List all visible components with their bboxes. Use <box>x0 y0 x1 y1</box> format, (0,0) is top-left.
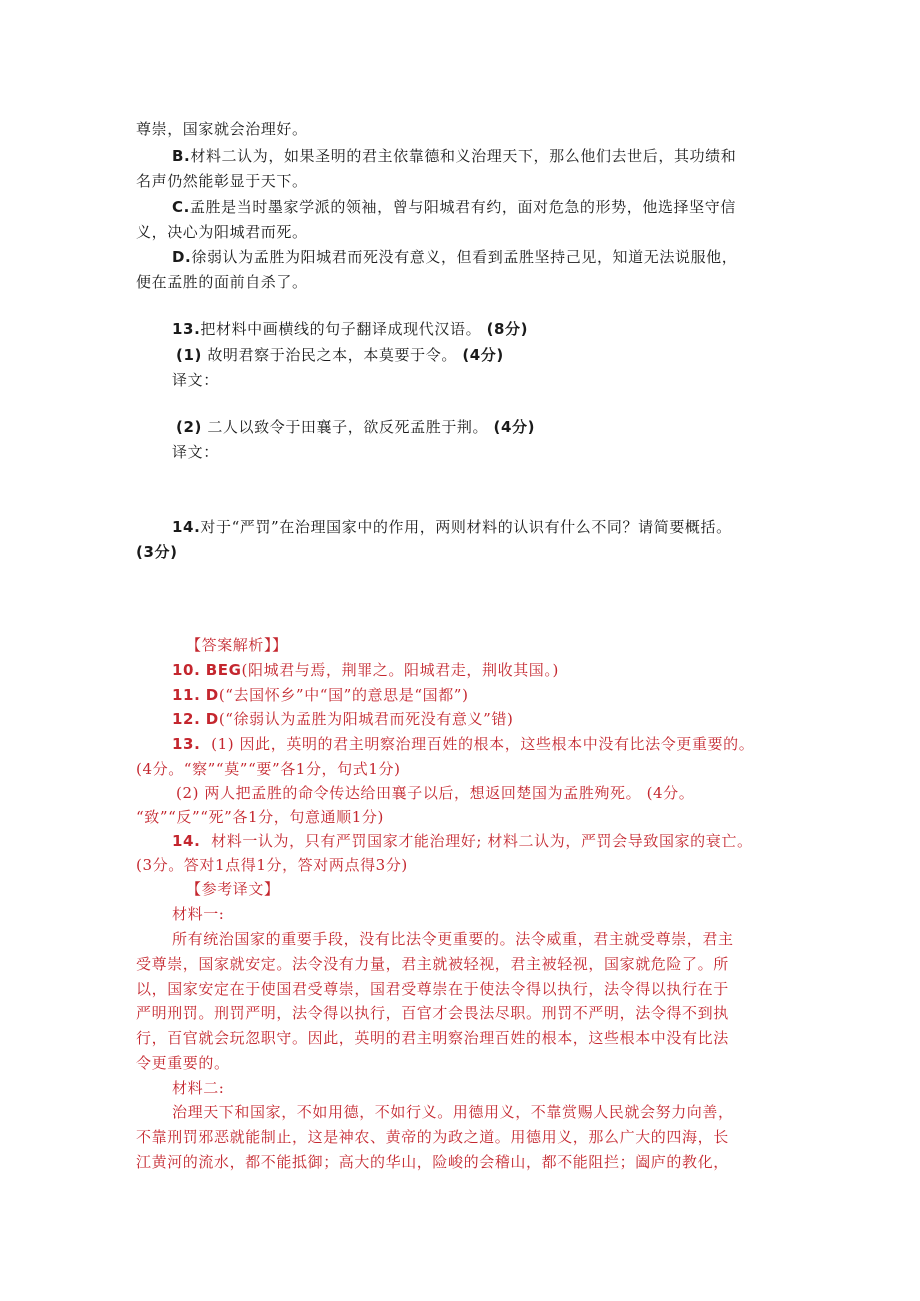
answer-10: 10. BEG(阳城君与焉，荆罪之。阳城君走，荆收其国。) <box>172 661 559 679</box>
answer-13-line4: “致”“反”“死”各1分，句意通顺1分) <box>136 808 384 826</box>
option-d-line2: 便在孟胜的面前自杀了。 <box>136 273 308 291</box>
q14-points: (3分) <box>136 543 178 561</box>
answer-11: 11. D(“去国怀乡”中“国”的意思是“国都”) <box>172 686 469 704</box>
answer-13-line1: 13. (1) 因此，英明的君主明察治理百姓的根本，这些根本中没有比法令更重要的。 <box>172 735 755 753</box>
material2-line: 治理天下和国家，不如用德，不如行义。用德用义，不靠赏赐人民就会努力向善， <box>172 1103 734 1121</box>
material1-line: 受尊崇，国家就安定。法令没有力量，君主就被轻视，君主被轻视，国家就危险了。所 <box>136 955 729 973</box>
option-b-text: 材料二认为，如果圣明的君主依靠德和义治理天下，那么他们去世后，其功绩和 <box>190 147 737 165</box>
material1-line: 行，百官就会玩忽职守。因此，英明的君主明察治理百姓的根本，这些根本中没有比法 <box>136 1029 729 1047</box>
answer-13-line2: (4分。“察”“莫”“要”各1分，句式1分) <box>136 760 401 778</box>
option-b-line2: 名声仍然能彰显于天下。 <box>136 172 308 190</box>
material2-label: 材料二: <box>172 1079 225 1097</box>
option-c-label: C. <box>172 198 190 216</box>
material1-line: 所有统治国家的重要手段，没有比法令更重要的。法令威重，君主就受尊崇，君主 <box>172 930 734 948</box>
option-d-line1 <box>172 246 832 268</box>
q13-points: (8分) <box>486 320 529 338</box>
q14-prompt: 14.对于“严罚”在治理国家中的作用，两则材料的认识有什么不同？请简要概括。 <box>172 518 732 536</box>
q13-sub1: (1) 故明君察于治民之本，本莫要于令。 (4分) <box>176 346 504 364</box>
answer-12: 12. D(“徐弱认为孟胜为阳城君而死没有意义”错) <box>172 710 514 728</box>
answer-heading: 【答案解析】】 <box>186 636 288 654</box>
q13-sub2: (2) 二人以致令于田襄子，欲反死孟胜于荆。 (4分) <box>176 418 536 436</box>
answer-14-line2: (3分。答对1点得1分，答对两点得3分) <box>136 856 408 874</box>
option-b-label: B. <box>172 147 191 165</box>
option-c-line2: 义，决心为阳城君而死。 <box>136 223 308 241</box>
answer-14-line1: 14. 材料一认为，只有严罚国家才能治理好; 材料二认为，严罚会导致国家的衰亡。 <box>172 832 753 850</box>
q13-prompt: 13.把材料中画横线的句子翻译成现代汉语。 (8分) <box>172 320 529 338</box>
material1-line: 令更重要的。 <box>136 1054 230 1072</box>
material1-label: 材料一: <box>172 905 225 923</box>
answer-13-line3: (2) 两人把孟胜的命令传达给田襄子以后，想返回楚国为孟胜殉死。 (4分。 <box>176 784 695 802</box>
option-d-label: D. <box>172 248 192 266</box>
option-c-text: 孟胜是当时墨家学派的领袖，曾与阳城君有约，面对危急的形势，他选择坚守信 <box>189 198 736 216</box>
translation-heading: 【参考译文】 <box>186 880 280 898</box>
option-c-line1 <box>172 196 832 218</box>
option-a-tail: 尊崇，国家就会治理好。 <box>136 120 308 138</box>
q13-sub1-answer-label: 译文： <box>172 371 219 389</box>
option-d-text: 徐弱认为孟胜为阳城君而死没有意义，但看到孟胜坚持己见，知道无法说服他， <box>191 248 738 266</box>
q13-sub2-answer-label: 译文： <box>172 443 219 461</box>
material1-line: 以，国家安定在于使国君受尊崇，国君受尊崇在于使法令得以执行，法令得以执行在于 <box>136 980 729 998</box>
option-b-line1 <box>172 145 832 167</box>
q13-number: 13. <box>172 320 201 338</box>
q14-number: 14. <box>172 518 201 536</box>
material2-line: 不靠刑罚邪恶就能制止，这是神农、黄帝的为政之道。用德用义，那么广大的四海，长 <box>136 1128 729 1146</box>
material1-line: 严明刑罚。刑罚严明，法令得以执行，百官才会畏法尽职。刑罚不严明，法令得不到执 <box>136 1004 729 1022</box>
material2-line: 江黄河的流水，都不能抵御；高大的华山，险峻的会稽山，都不能阻拦；阖庐的教化， <box>136 1153 729 1171</box>
